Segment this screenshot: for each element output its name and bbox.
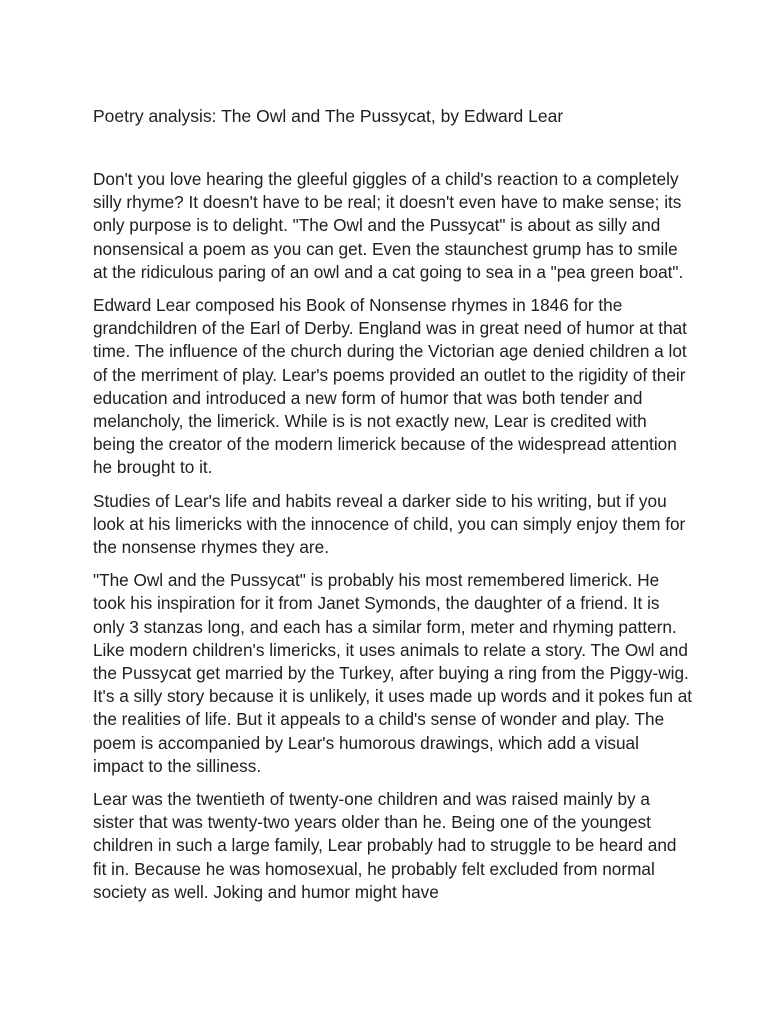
paragraph-biography: Lear was the twentieth of twenty-one children and was raised mainly by a sister that was twenty-two years older than he. Being one of the youngest children in such a large family, Lear probably had to struggle to be heard and fit in. Because he was homosexual, he probably felt excluded from normal society as well. Joking and humor might have	[93, 789, 677, 902]
document-body	[93, 168, 693, 914]
paragraph-intro: Don't you love hearing the gleeful giggles of a child's reaction to a completely silly rhyme? It doesn't have to be real; it doesn't even have to make sense; its only purpose is to delight. "The Owl and the Pussycat" is about as silly and nonsensical a poem as you can get. Even the staunchest grump has to smile at the ridiculous paring of an owl and a cat going to sea in a "pea green boat".	[93, 169, 684, 282]
document-title: Poetry analysis: The Owl and The Pussycat, by Edward Lear	[93, 106, 564, 126]
paragraph-darker-side: Studies of Lear's life and habits reveal a darker side to his writing, but if you look at his limericks with the innocence of child, you can simply enjoy them for the nonsense rhymes they are.	[93, 490, 686, 558]
paragraph-poem-description: "The Owl and the Pussycat" is probably his most remembered limerick. He took his inspiration for it from Janet Symonds, the daughter of a friend. It is only 3 stanzas long, and each has a similar form, meter and rhyming pattern. Like modern children's limericks, it uses animals to relate a story. The Owl and the Pussycat get married by the Turkey, after buying a ring from the Piggy-wig. It's a silly story because it is unlikely, it uses made up words and it pokes fun at the realities of life. But it appeals to a child's sense of wonder and play. The poem is accompanied by Lear's humorous drawings, which add a visual impact to the silliness.	[93, 570, 693, 776]
paragraph-history: Edward Lear composed his Book of Nonsense rhymes in 1846 for the grandchildren of the Earl of Derby. England was in great need of humor at that time. The influence of the church during the Victorian age denied children a lot of the merriment of play. Lear's poems provided an outlet to the rigidity of their education and introduced a new form of humor that was both tender and melancholy, the limerick. While is is not exactly new, Lear is credited with being the creator of the modern limerick because of the widespread attention he brought to it.	[93, 295, 687, 478]
